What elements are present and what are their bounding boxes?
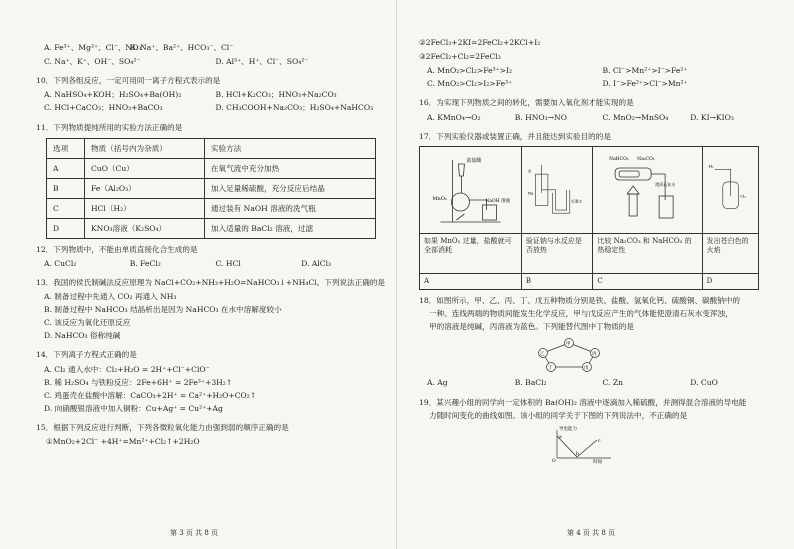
q15-equation-3: ③2FeCl₂+Cl₂=2FeCl₃ bbox=[419, 52, 501, 62]
question-10 bbox=[36, 76, 379, 116]
q16-option-d: D. KI→KIO₃ bbox=[690, 112, 734, 122]
table-row bbox=[47, 138, 376, 158]
q13-stem: 13．我国的侯氏制碱法反应原理为 NaCl+CO₂+NH₃+H₂O=NaHCO₃↓+NH₄Cl。下列说法正确的是 bbox=[36, 277, 386, 287]
label-mno2: MnO₂ bbox=[432, 195, 447, 202]
table-cell: CuO（Cu） bbox=[85, 158, 205, 178]
apparatus-a bbox=[420, 146, 522, 233]
table-cell: 加入适量的 BaCl₂ 溶液，过滤 bbox=[204, 218, 375, 238]
q18-option-a: A. Ag bbox=[427, 378, 448, 388]
q14-option-a: A. Cl₂ 通入水中：Cl₂+H₂O = 2H⁺+Cl⁻+ClO⁻ bbox=[44, 364, 210, 374]
label-water: 水 bbox=[527, 168, 532, 174]
point-c-label: c bbox=[598, 438, 601, 444]
table-cell: Fe（Al₂O₃） bbox=[85, 178, 205, 198]
node-ding: 丁 bbox=[548, 366, 553, 372]
table-cell: 物质（括号内为杂质） bbox=[85, 138, 205, 158]
table-cell: D bbox=[47, 218, 85, 238]
table-row bbox=[47, 158, 376, 178]
table-cell: B bbox=[521, 274, 593, 290]
question-19 bbox=[419, 398, 770, 464]
page-number: 第 4 页 共 8 页 bbox=[567, 528, 616, 537]
q16-option-a: A. KMnO₄→O₂ bbox=[427, 112, 481, 122]
q18-option-c: C. Zn bbox=[602, 378, 624, 388]
question-18 bbox=[419, 296, 770, 391]
q18-option-b: B. BaCl₂ bbox=[514, 378, 547, 388]
q17-table bbox=[419, 146, 759, 290]
label-na2co3: Na₂CO₃ bbox=[637, 156, 655, 162]
q18-line-2: 一种。连线两端的物质间能发生化学反应，甲与戊反应产生的气体能使澄清石灰水变浑浊， bbox=[429, 309, 733, 319]
q11-table bbox=[46, 138, 376, 239]
chlorine-generator-sketch bbox=[424, 150, 517, 228]
q15-option-a: A. MnO₂>Cl₂>Fe³⁺>I₂ bbox=[427, 66, 513, 76]
q9-options-row2 bbox=[36, 57, 379, 70]
table-cell: D bbox=[702, 274, 758, 290]
question-13 bbox=[36, 277, 386, 345]
reaction-pentagon-diagram bbox=[529, 337, 609, 373]
sodium-water-sketch bbox=[526, 150, 589, 228]
q10-option-a: A. NaHSO₄+KOH；H₂SO₄+Ba(OH)₂ bbox=[44, 90, 182, 100]
q9-option-d: D. Al³⁺、H⁺、Cl⁻、SO₄²⁻ bbox=[215, 57, 309, 67]
table-cell: KNO₃溶液（K₂SO₄） bbox=[85, 218, 205, 238]
table-cell: A bbox=[420, 274, 522, 290]
q12-option-b: B. FeCl₂ bbox=[129, 258, 161, 268]
q18-line-3: 甲的溶液是纯碱，丙溶液为蓝色。下列能替代图中丁物质的是 bbox=[429, 322, 635, 332]
table-row bbox=[420, 146, 759, 233]
table-cell: 选项 bbox=[47, 138, 85, 158]
table-cell: C bbox=[47, 198, 85, 218]
q12-stem: 12．下列物质中，不能由单质直接化合生成的是 bbox=[36, 244, 198, 254]
conductivity-graph bbox=[547, 424, 617, 464]
q15-equation-1: ①MnO₂+2Cl⁻ +4H⁺=Mn²⁺+Cl₂↑+2H₂O bbox=[46, 437, 200, 447]
q18-line-1: 18．如图所示，甲、乙、丙、丁、戊五种物质分别是铁、盐酸、氢氧化钙、硫酸铜、碳酸钠中的 bbox=[419, 296, 741, 306]
point-a-label: a bbox=[559, 434, 562, 440]
node-yi: 乙 bbox=[540, 352, 545, 358]
table-cell: 实验方法 bbox=[204, 138, 375, 158]
table-cell: 在氧气流中充分加热 bbox=[204, 158, 375, 178]
page-4 bbox=[397, 0, 794, 549]
q16-option-c: C. MnO₂→MnSO₄ bbox=[602, 112, 669, 122]
q9-options bbox=[36, 43, 379, 56]
table-cell: 发出苍白色的火焰 bbox=[702, 234, 758, 274]
question-15 bbox=[36, 423, 379, 446]
q13-option-a: A. 制备过程中先通入 CO₂ 再通入 NH₃ bbox=[44, 291, 177, 301]
q10-option-c: C. HCl+CaCO₃；HNO₃+BaCO₃ bbox=[44, 103, 163, 113]
q12-option-d: D. AlCl₃ bbox=[301, 258, 332, 268]
question-14 bbox=[36, 350, 379, 417]
label-naoh: NaOH 溶液 bbox=[485, 198, 511, 204]
label-na: Na bbox=[527, 190, 534, 196]
y-axis-label: 导电能力 bbox=[559, 426, 577, 432]
q9-option-a: A. Fe³⁺、Mg²⁺、Cl⁻、NO₃⁻ bbox=[44, 43, 146, 52]
q16-stem: 16．为实现下列物质之间的转化，需要加入氧化剂才能实现的是 bbox=[419, 98, 634, 108]
q12-option-a: A. CuCl₂ bbox=[44, 258, 77, 268]
label-limewater: 澄清石灰水 bbox=[655, 181, 676, 187]
q10-stem: 10．下列各组反应，一定可用同一离子方程式表示的是 bbox=[36, 76, 221, 86]
label-conc-hcl: 浓盐酸 bbox=[466, 157, 482, 164]
q15-option-c: C. MnO₂>Cl₂>I₂>Fe³⁺ bbox=[427, 79, 513, 89]
node-bing: 丙 bbox=[592, 352, 597, 358]
table-cell: B bbox=[47, 178, 85, 198]
q15-option-d: D. I⁻>Fe²⁺>Cl⁻>Mn²⁺ bbox=[602, 79, 688, 89]
label-cl2: Cl₂ bbox=[739, 193, 746, 199]
hydrogen-chlorine-sketch bbox=[707, 150, 754, 228]
origin-label: O bbox=[552, 458, 556, 464]
apparatus-d bbox=[702, 146, 758, 233]
table-row bbox=[47, 178, 376, 198]
table-row bbox=[47, 198, 376, 218]
question-12 bbox=[36, 245, 379, 272]
q18-option-d: D. CuO bbox=[690, 378, 718, 388]
q10-option-b: B. HCl+K₂CO₃；HNO₃+Na₂CO₃ bbox=[215, 90, 337, 100]
q10-option-d: D. CH₃COOH+Na₂CO₃；H₂SO₄+NaHCO₃ bbox=[215, 103, 374, 113]
table-cell: C bbox=[593, 274, 702, 290]
thermal-stability-sketch bbox=[597, 150, 697, 228]
table-cell: 验证钠与水反应是否放热 bbox=[521, 234, 593, 274]
q11-stem: 11．下列物质提纯所用的实验方法正确的是 bbox=[36, 122, 183, 132]
apparatus-c bbox=[593, 146, 702, 233]
table-cell: 加入足量稀硫酸，充分反应后结晶 bbox=[204, 178, 375, 198]
question-16 bbox=[419, 98, 770, 125]
label-red-ink: 红墨水 bbox=[571, 199, 582, 204]
page-number: 第 3 页 共 8 页 bbox=[170, 528, 219, 537]
label-h2: H₂ bbox=[708, 163, 714, 169]
label-nahco3: NaHCO₃ bbox=[609, 156, 630, 162]
table-row bbox=[420, 234, 759, 274]
q14-option-d: D. 向硝酸银溶液中加入铜粉：Cu+Ag⁺ = Cu²⁺+Ag bbox=[44, 403, 223, 413]
q17-stem: 17．下列实验仪器或装置正确，并且能达到实验目的的是 bbox=[419, 131, 611, 141]
table-cell: HCl（H₂） bbox=[85, 198, 205, 218]
q13-option-b: B. 制备过程中 NaHCO₃ 结晶析出是因为 NaHCO₃ 在水中溶解度较小 bbox=[44, 305, 282, 315]
q16-option-b: B. HNO₃→NO bbox=[514, 112, 567, 122]
q12-option-c: C. HCl bbox=[215, 258, 241, 268]
q15-stem: 15．根据下列反应进行判断，下列各微粒氧化能力由强到弱的顺序正确的是 bbox=[36, 422, 289, 432]
q15-options bbox=[419, 66, 770, 92]
table-row bbox=[420, 274, 759, 290]
q19-line-2: 力随时间变化的曲线如图。该小组的同学关于下图的下列说法中，不正确的是 bbox=[429, 410, 688, 420]
q14-option-c: C. 鸡蛋壳在盐酸中溶解：CaCO₃+2H⁺ = Ca²⁺+H₂O+CO₂↑ bbox=[44, 390, 257, 400]
x-axis-label: 时间 bbox=[593, 459, 602, 464]
table-cell: 通过装有 NaOH 溶液的洗气瓶 bbox=[204, 198, 375, 218]
q13-option-c: C. 该反应为氧化还原反应 bbox=[44, 318, 131, 328]
question-17 bbox=[419, 132, 770, 291]
q14-option-b: B. 稀 H₂SO₄ 与铁粉反应：2Fe+6H⁺ = 2Fe³⁺+3H₂↑ bbox=[44, 377, 233, 387]
table-cell: 如果 MnO₂ 过量，盐酸就可全部消耗 bbox=[420, 234, 522, 274]
q9-option-c: C. Na⁺、K⁺、OH⁻、SO₄²⁻ bbox=[44, 57, 141, 67]
node-wu: 戊 bbox=[584, 366, 589, 372]
table-row bbox=[47, 218, 376, 238]
node-jia: 甲 bbox=[566, 342, 571, 348]
table-cell: A bbox=[47, 158, 85, 178]
point-b-label: b bbox=[576, 451, 579, 457]
table-cell: 比较 Na₂CO₃ 和 NaHCO₃ 的热稳定性 bbox=[593, 234, 702, 274]
q14-stem: 14．下列离子方程式正确的是 bbox=[36, 350, 137, 360]
q15-equation-2: ②2FeCl₃+2KI=2FeCl₂+2KCl+I₂ bbox=[419, 38, 541, 47]
q13-option-d: D. NaHCO₃ 俗称纯碱 bbox=[44, 331, 121, 341]
apparatus-b bbox=[521, 146, 593, 233]
question-11 bbox=[36, 123, 379, 239]
q15-option-b: B. Cl⁻>Mn²⁺>I⁻>Fe²⁺ bbox=[602, 66, 688, 76]
q9-option-b: B. Na⁺、Ba²⁺、HCO₃⁻、Cl⁻ bbox=[129, 43, 234, 52]
q19-line-1: 19．某兴趣小组的同学向一定体积的 Ba(OH)₂ 溶液中逐滴加入稀硫酸，并测得混合溶液的导电能 bbox=[419, 397, 747, 407]
